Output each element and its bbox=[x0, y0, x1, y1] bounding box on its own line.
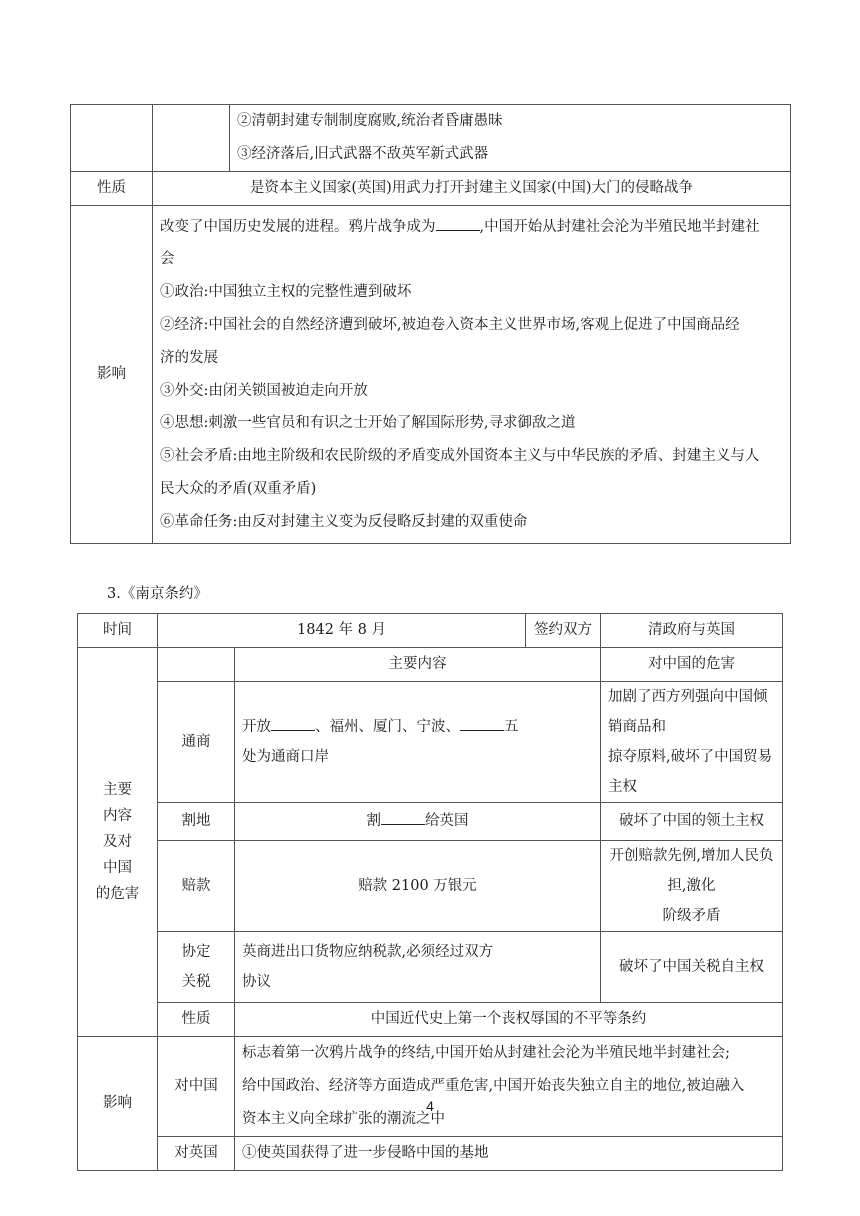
impact-item: ③外交:由闭关锁国被迫走向开放 bbox=[160, 382, 368, 399]
main-content-label bbox=[78, 648, 158, 1037]
ports-line-1 bbox=[242, 712, 596, 742]
impact-row bbox=[71, 206, 791, 544]
content-header-row bbox=[78, 648, 783, 682]
impact-item: ⑤社会矛盾:由地主阶级和农民阶级的矛盾变成外国资本主义与中华民族的矛盾、封建主义与人 bbox=[160, 448, 760, 465]
ports-row bbox=[78, 682, 783, 803]
to-china-row bbox=[78, 1037, 783, 1137]
parties-value: 清政府与英国 bbox=[601, 614, 783, 648]
label-line: 中国 bbox=[103, 860, 132, 876]
to-china-line: 标志着第一次鸦片战争的终结,中国开始从封建社会沦为半殖民地半封建社会; bbox=[242, 1045, 730, 1061]
to-britain-label: 对英国 bbox=[158, 1137, 235, 1171]
tariff-content bbox=[235, 932, 601, 1003]
land-text: 给英国 bbox=[425, 813, 469, 829]
parties-label: 签约双方 bbox=[526, 614, 601, 648]
to-china-line: 给中国政治、经济等方面造成严重危害,中国开始丧失独立自主的地位,被迫融入 bbox=[242, 1078, 745, 1094]
causes-label-cell bbox=[71, 105, 153, 172]
impact-item: 济的发展 bbox=[160, 349, 218, 366]
treaty-nature-text: 中国近代史上第一个丧权辱国的不平等条约 bbox=[235, 1003, 783, 1037]
opium-war-table bbox=[70, 104, 791, 544]
ports-harm-line: 加剧了西方列强向中国倾销商品和 bbox=[608, 689, 768, 735]
label-line: 的危害 bbox=[95, 886, 140, 902]
section-heading: 3.《南京条约》 bbox=[107, 586, 208, 602]
indemnity-content: 赔款 2100 万银元 bbox=[235, 841, 601, 932]
land-harm: 破坏了中国的领土主权 bbox=[601, 803, 783, 841]
to-britain-row bbox=[78, 1137, 783, 1171]
impact-intro-text: 改变了中国历史发展的进程。鸦片战争成为 bbox=[160, 218, 436, 235]
label-line: 主要 bbox=[103, 782, 132, 798]
ports-harm bbox=[601, 682, 783, 803]
impact-item: ⑥革命任务:由反对封建主义变为反侵略反封建的双重使命 bbox=[160, 513, 528, 530]
indemnity-label: 赔款 bbox=[158, 841, 235, 932]
treaty-nature-row bbox=[78, 1003, 783, 1037]
label-line: 及对 bbox=[103, 834, 132, 850]
impact-intro-cont: 会 bbox=[160, 251, 175, 268]
land-text: 割 bbox=[366, 813, 381, 829]
time-label: 时间 bbox=[78, 614, 158, 648]
empty-header-cell bbox=[158, 648, 235, 682]
land-label: 割地 bbox=[158, 803, 235, 841]
impact-item: 民大众的矛盾(双重矛盾) bbox=[160, 480, 317, 497]
tariff-row bbox=[78, 932, 783, 1003]
impact-intro bbox=[160, 211, 786, 244]
tariff-label-line: 协定 bbox=[181, 944, 211, 960]
treaty-impact-label: 影响 bbox=[78, 1037, 158, 1171]
time-value: 1842 年 8 月 bbox=[158, 614, 526, 648]
causes-list bbox=[230, 105, 791, 172]
tariff-label-line: 关税 bbox=[181, 974, 211, 990]
fill-blank bbox=[381, 810, 425, 825]
nature-label: 性质 bbox=[71, 172, 153, 206]
to-china-line: 资本主义向全球扩张的潮流之中 bbox=[242, 1111, 445, 1127]
nature-row bbox=[71, 172, 791, 206]
to-britain-content: ①使英国获得了进一步侵略中国的基地 bbox=[235, 1137, 783, 1171]
land-content bbox=[235, 803, 601, 841]
indemnity-harm-line: 开创赔款先例,增加人民负担,激化 bbox=[609, 848, 774, 894]
tariff-label bbox=[158, 932, 235, 1003]
impact-intro-text: ,中国开始从封建社会沦为半殖民地半封建社 bbox=[479, 218, 760, 235]
ports-text: 开放 bbox=[242, 719, 271, 735]
cause-item: ②清朝封建专制制度腐败,统治者昏庸愚昧 bbox=[237, 113, 503, 129]
ports-content bbox=[235, 682, 601, 803]
nature-text: 是资本主义国家(英国)用武力打开封建主义国家(中国)大门的侵略战争 bbox=[153, 172, 791, 206]
nanjing-treaty-table bbox=[77, 613, 783, 1171]
tariff-harm: 破坏了中国关税自主权 bbox=[601, 932, 783, 1003]
fill-blank bbox=[271, 716, 315, 731]
ports-text: 五 bbox=[504, 719, 519, 735]
impact-item: ①政治:中国独立主权的完整性遭到破坏 bbox=[160, 284, 412, 301]
impact-content bbox=[153, 206, 791, 544]
label-line: 内容 bbox=[103, 808, 132, 824]
cause-item: ③经济落后,旧式武器不敌英军新式武器 bbox=[237, 146, 489, 162]
treaty-nature-label: 性质 bbox=[158, 1003, 235, 1037]
causes-sublabel-cell bbox=[153, 105, 230, 172]
indemnity-row bbox=[78, 841, 783, 932]
impact-item: ②经济:中国社会的自然经济遭到破坏,被迫卷入资本主义世界市场,客观上促进了中国商品经 bbox=[160, 316, 740, 333]
ports-harm-line: 掠夺原料,破坏了中国贸易主权 bbox=[608, 749, 773, 795]
time-row bbox=[78, 614, 783, 648]
ports-label: 通商 bbox=[158, 682, 235, 803]
fill-blank bbox=[460, 716, 504, 731]
to-china-content bbox=[235, 1037, 783, 1137]
col-harm: 对中国的危害 bbox=[601, 648, 783, 682]
impact-item: ④思想:刺激一些官员和有识之士开始了解国际形势,寻求御敌之道 bbox=[160, 415, 576, 432]
page-number: 4 bbox=[426, 1098, 434, 1114]
to-china-label: 对中国 bbox=[158, 1037, 235, 1137]
tariff-content-line: 英商进出口货物应纳税款,必须经过双方 bbox=[242, 944, 494, 960]
fill-blank bbox=[436, 216, 480, 231]
causes-row bbox=[71, 105, 791, 172]
tariff-content-line: 协议 bbox=[242, 974, 271, 990]
land-row bbox=[78, 803, 783, 841]
ports-text: 、福州、厦门、宁波、 bbox=[315, 719, 460, 735]
col-main-content: 主要内容 bbox=[235, 648, 601, 682]
ports-line-2: 处为通商口岸 bbox=[242, 749, 329, 765]
indemnity-harm-line: 阶级矛盾 bbox=[662, 908, 721, 924]
impact-label: 影响 bbox=[71, 206, 153, 544]
indemnity-harm bbox=[601, 841, 783, 932]
